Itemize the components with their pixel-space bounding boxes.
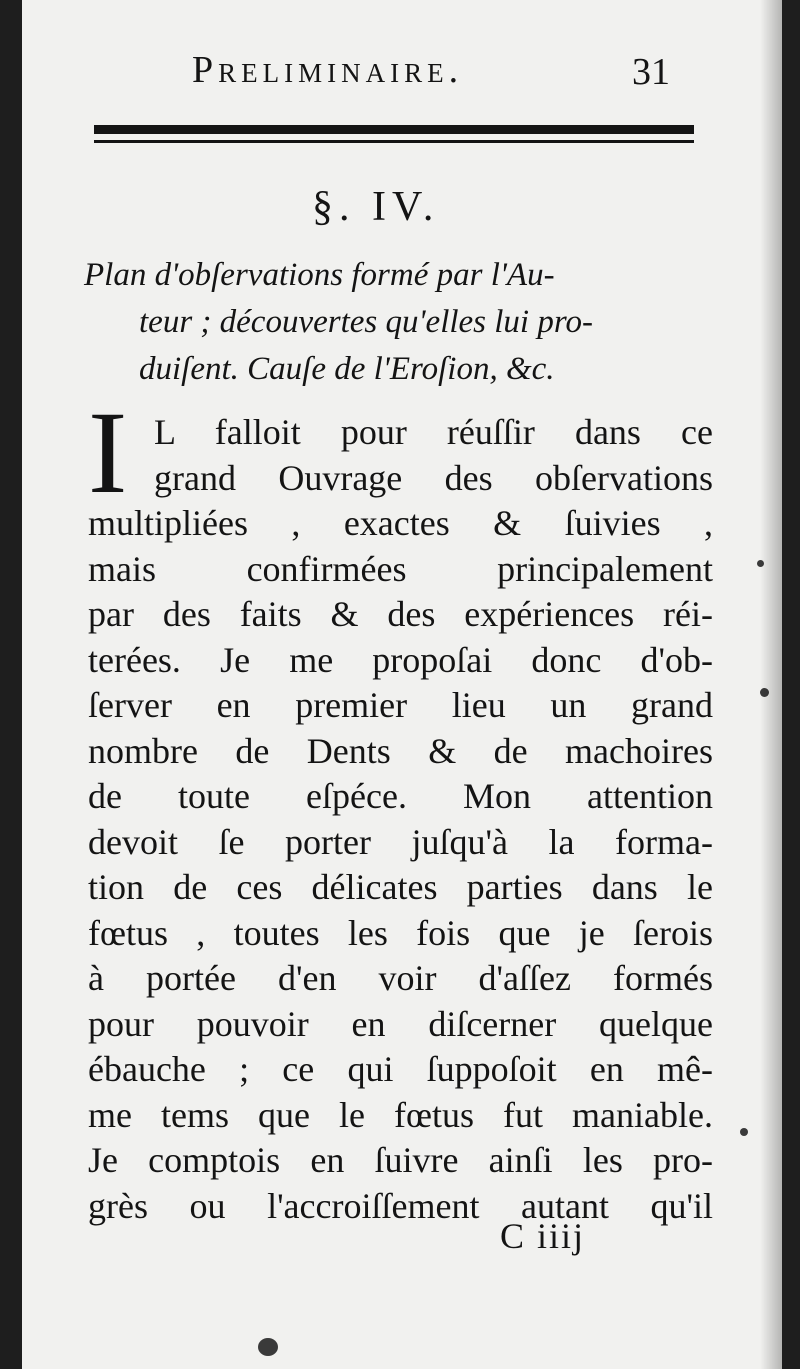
book-page xyxy=(22,0,782,1369)
drop-cap: I xyxy=(88,387,128,518)
text-line: tion de ces délicates parties dans le xyxy=(88,867,713,907)
text-line: fœtus , toutes les fois que je ſerois xyxy=(88,912,713,953)
ink-speck xyxy=(740,1128,748,1136)
header-rule-thick xyxy=(94,125,694,134)
catchword-signature: C iiij xyxy=(500,1216,586,1256)
section-heading xyxy=(84,252,714,393)
page-edge-shadow xyxy=(760,0,782,1369)
text-line: multipliées , exactes & ſuivies , xyxy=(88,503,713,543)
text-line: pour pouvoir en diſcerner quelque xyxy=(88,1003,713,1044)
text-line: ſerver en premier lieu un grand xyxy=(88,685,713,725)
text-line: mais confirmées principalement xyxy=(88,548,713,589)
text-line: devoit ſe porter juſqu'à la forma- xyxy=(88,821,713,862)
section-number: §. IV. xyxy=(312,184,440,230)
heading-line: duiſent. Cauſe de l'Eroſion, &c. xyxy=(139,351,555,387)
text-line: par des faits & des expériences réi- xyxy=(88,594,713,634)
page-number: 31 xyxy=(632,51,670,93)
text-line: me tems que le fœtus fut maniable. xyxy=(88,1094,713,1135)
text-line: ébauche ; ce qui ſuppoſoit en mê- xyxy=(88,1049,713,1089)
text-line: L falloit pour réuſſir dans ce xyxy=(154,412,713,452)
text-line: de toute eſpéce. Mon attention xyxy=(88,776,713,816)
text-line: nombre de Dents & de machoires xyxy=(88,730,713,771)
text-line: grand Ouvrage des obſervations xyxy=(154,457,713,498)
heading-line: teur ; découvertes qu'elles lui pro- xyxy=(139,304,593,340)
text-line: à portée d'en voir d'aſſez formés xyxy=(88,958,713,998)
body-text xyxy=(88,410,713,1229)
heading-line: Plan d'obſervations formé par l'Au- xyxy=(84,257,555,293)
ink-speck xyxy=(258,1338,278,1356)
text-line: grès ou l'accroiſſement autant qu'il xyxy=(88,1185,713,1226)
text-line: terées. Je me propoſai donc d'ob- xyxy=(88,639,713,680)
header-rule-thin xyxy=(94,140,694,143)
text-line: Je comptois en ſuivre ainſi les pro- xyxy=(88,1140,713,1180)
running-head: Preliminaire. xyxy=(192,49,464,91)
